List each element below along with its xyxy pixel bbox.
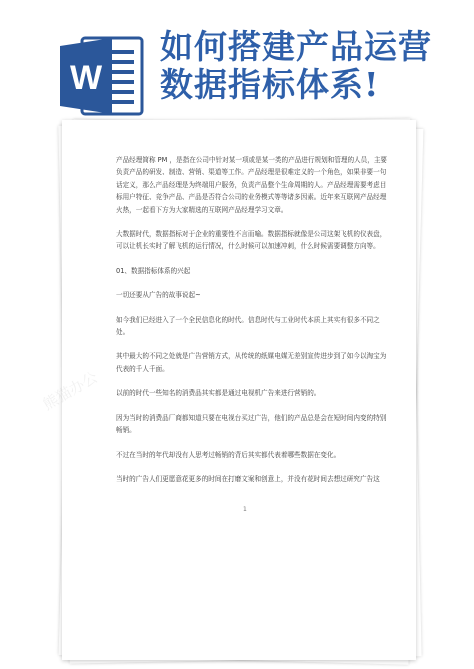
paragraph-2: 大数据时代，数据指标对于企业的重要性不言而喻。数据指标就像是公司这架飞机的仪表盘，可以让机长实时了解飞机的运行情况，什么时候可以加速冲刺，什么时候需要调整方向等。 (116, 230, 387, 251)
title-line-1: 如何搭建产品运营 (160, 27, 432, 66)
paragraph-4: 如今我们已经进入了一个全民信息化的时代。信息时代与工业时代本质上其实有很多不同之处。 (116, 315, 380, 337)
page-title (160, 28, 460, 104)
document-body (116, 154, 390, 497)
paragraph-1: 产品经理简称 PM ，是指在公司中针对某一项或是某一类的产品进行规划和管理的人员，主要负责产品的研发、制造、营销、渠道等工作。产品经理是很难定义的一个角色，如果非要一句话定义，那么产品经理是为终端用户服务，负责产品整个生命周期的人。产品经理需要考虑目标用户特征、竞争产品、产品是否符合公司的业务模式等等诸多因素。近年来互联网产品经理火热，一起看下方为大家精选的互联网产品经理学习文章。 (116, 156, 388, 214)
paragraph-3: 一切还要从广告的故事说起~ (116, 291, 201, 300)
page-number: 1 (243, 506, 247, 513)
banner (0, 0, 474, 118)
word-logo-letter: W (69, 59, 103, 97)
paragraph-5: 其中最大的不同之处就是广告营销方式，从传统的纸媒电媒无差别宣传进步到了如今以淘宝为代表的千人千面。 (116, 352, 387, 373)
title-line-2: 数据指标体系! (160, 65, 380, 104)
word-icon (60, 34, 144, 118)
paragraph-6: 以前的时代一些知名的消费品其实都是通过电视机广告来进行营销的。 (116, 389, 321, 398)
paragraph-7: 因为当时的消费品厂商都知道只要在电视台买过广告，他们的产品总是会在短时间内变的特别畅销。 (116, 413, 387, 435)
section-heading: 01、数据指标体系的兴起 (116, 266, 191, 275)
paragraph-9: 当时的广告人们更愿意花更多的时间在打磨文案和创意上，并没有花时间去想过研究广告这 (116, 474, 380, 483)
paragraph-8: 不过在当时的年代却没有人思考过畅销的背后其实都代表着哪些数据在变化。 (116, 450, 341, 459)
